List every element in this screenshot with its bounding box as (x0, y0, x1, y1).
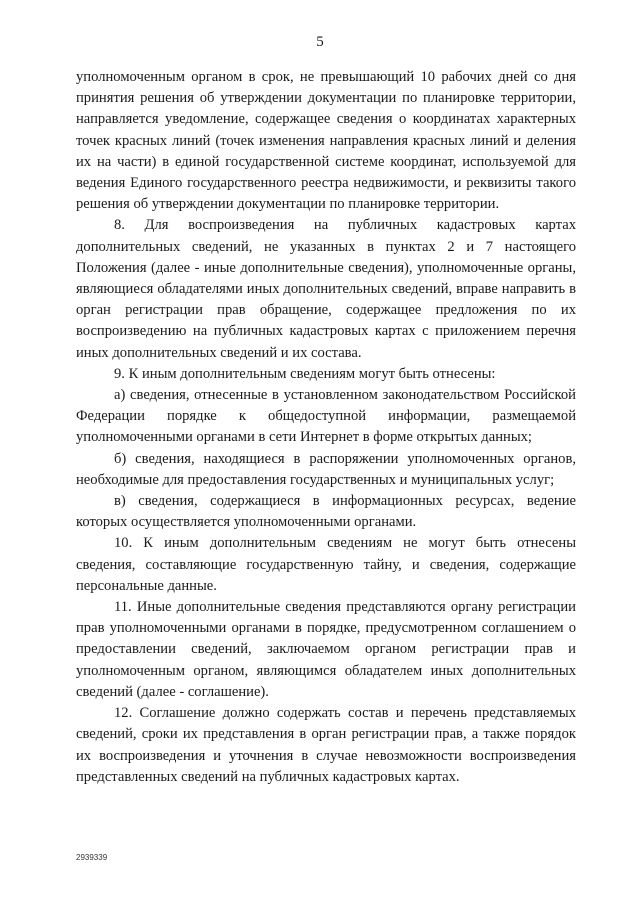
paragraph-8: 8. Для воспроизведения на публичных кадастровых картах дополнительных сведений, не указанных в пунктах 2 и 7 настоящего Положения (далее - иные дополнительные сведения), уполномоченные органы, являющиеся обладателями иных дополнительных сведений, вправе направить в орган регистрации прав обращение, содержащее предложения по их воспроизведению на публичных кадастровых картах с приложением перечня иных дополнительных сведений и их состава. (76, 217, 576, 361)
paragraph-9a: а) сведения, отнесенные в установленном законодательством Российской Федерации порядке к общедоступной информации, размещаемой уполномоченными органами в сети Интернет в форме открытых данных; (76, 387, 576, 446)
paragraph-9c: в) сведения, содержащиеся в информационных ресурсах, ведение которых осуществляется уполномоченными органами. (76, 493, 576, 531)
paragraph-continuation: уполномоченным органом в срок, не превышающий 10 рабочих дней со дня принятия решения об утверждении документации по планировке территории, направляется уведомление, содержащее сведения о координатах характерных точек красных линий (точек изменения направления красных линий и деления их на части) в единой государственной системе координат, используемой для ведения Единого государственного реестра недвижимости, и реквизиты такого решения об утверждении документации по планировке территории. (76, 69, 576, 213)
page-number: 5 (316, 34, 324, 50)
paragraph-9: 9. К иным дополнительным сведениям могут быть отнесены: (114, 365, 496, 382)
document-body (76, 67, 576, 788)
document-code: 2939339 (76, 853, 108, 862)
paragraph-11: 11. Иные дополнительные сведения представляются органу регистрации прав уполномоченными органами в порядке, предусмотренном соглашением о предоставлении сведений, заключаемом органом регистрации прав и уполномоченным органом, являющимся обладателем иных дополнительных сведений (далее - соглашение). (76, 599, 576, 700)
paragraph-10: 10. К иным дополнительным сведениям не могут быть отнесены сведения, составляющие государственную тайну, и сведения, содержащие персональные данные. (76, 535, 576, 594)
paragraph-9b: б) сведения, находящиеся в распоряжении уполномоченных органов, необходимые для предоставления государственных и муниципальных услуг; (76, 450, 576, 488)
paragraph-12: 12. Соглашение должно содержать состав и перечень представляемых сведений, сроки их представления в орган регистрации прав, а также порядок их воспроизведения и уточнения в случае невозможности воспроизведения представленных сведений на публичных кадастровых картах. (76, 705, 576, 785)
